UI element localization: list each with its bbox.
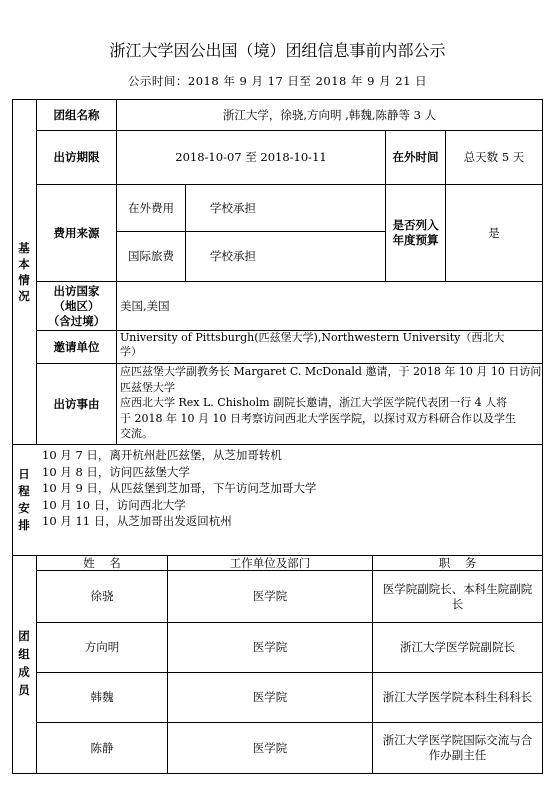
schedule-item: 10 月 8 日，访问匹兹堡大学 (42, 464, 190, 479)
funding-label: 费用来源 (53, 225, 100, 240)
member-unit: 医学院 (252, 740, 288, 755)
countries-value: 美国,美国 (120, 298, 170, 313)
member-name: 韩魏 (90, 690, 114, 704)
period-label: 出访期限 (53, 150, 100, 164)
period-value: 2018-10-07 至 2018-10-11 (175, 150, 327, 164)
section-label-basic: 基 本 情 况 (18, 241, 30, 303)
member-position: 浙江大学医学院本科生科科长 (382, 690, 533, 704)
section-label-members: 团 组 成 员 (18, 629, 30, 697)
schedule-item: 10 月 7 日，离开杭州赴匹兹堡，从芝加哥转机 (42, 448, 282, 462)
member-position: 浙江大学医学院副院长 (400, 640, 515, 654)
member-name: 陈静 (90, 740, 114, 755)
abroad-cost-value: 学校承担 (210, 200, 256, 215)
days-abroad-label: 在外时间 (392, 150, 439, 164)
purpose-value: 应匹兹堡大学副教务长 Margaret C. McDonald 邀请，于 2018 年 10 月 10 日访问 匹兹堡大学 应西北大学 Rex L. Chisholm 副院长邀请，浙江大学医学院代表团一行 4 人将 于 2018 年 10 月 10 日考察访问西北大学医学院，以探讨双方科研合作以及学生 交流。 (120, 365, 542, 440)
budget-value: 是 (488, 225, 500, 240)
member-position: 医学院副院长、本科生院副院 长 (382, 581, 533, 611)
travel-cost-label: 国际旅费 (128, 249, 174, 263)
schedule-item: 10 月 10 日，访问西北大学 (42, 497, 186, 512)
schedule-list (42, 447, 316, 530)
members-header-unit: 工作单位及部门 (229, 555, 311, 570)
members-header-position: 职 务 (438, 555, 477, 570)
days-abroad-value: 总天数 5 天 (463, 150, 525, 164)
purpose-label: 出访事由 (53, 396, 100, 411)
inviter-value: University of Pittsburgh(匹兹堡大学),Northwestern University（西北大 学） (120, 331, 505, 358)
schedule-item: 10 月 9 日，从匹兹堡到芝加哥，下午访问芝加哥大学 (42, 481, 317, 495)
inviter-label: 邀请单位 (53, 339, 100, 354)
publish-date: 公示时间：2018 年 9 月 17 日至 2018 年 9 月 21 日 (127, 74, 428, 88)
member-unit: 医学院 (252, 589, 288, 603)
members-header-name: 姓 名 (83, 555, 121, 570)
abroad-cost-label: 在外费用 (128, 200, 174, 215)
member-name: 方向明 (84, 640, 120, 654)
schedule-item: 10 月 11 日，从芝加哥出发返回杭州 (42, 514, 232, 528)
member-unit: 医学院 (252, 640, 288, 654)
member-unit: 医学院 (252, 690, 288, 704)
countries-label: 出访国家 （地区） （含过境） (47, 283, 106, 328)
page-title: 浙江大学因公出国（境）团组信息事前内部公示 (109, 41, 446, 60)
section-label-schedule: 日 程 安 排 (18, 467, 30, 532)
travel-cost-value: 学校承担 (210, 249, 256, 263)
group-name-value: 浙江大学，徐骁,方向明 ,韩魏,陈静等 3 人 (222, 107, 437, 122)
group-name-label: 团组名称 (53, 107, 100, 122)
budget-label: 是否列入 年度预算 (392, 218, 439, 247)
member-position: 浙江大学医学院国际交流与合 作办副主任 (382, 733, 533, 762)
member-name: 徐骁 (90, 589, 114, 603)
